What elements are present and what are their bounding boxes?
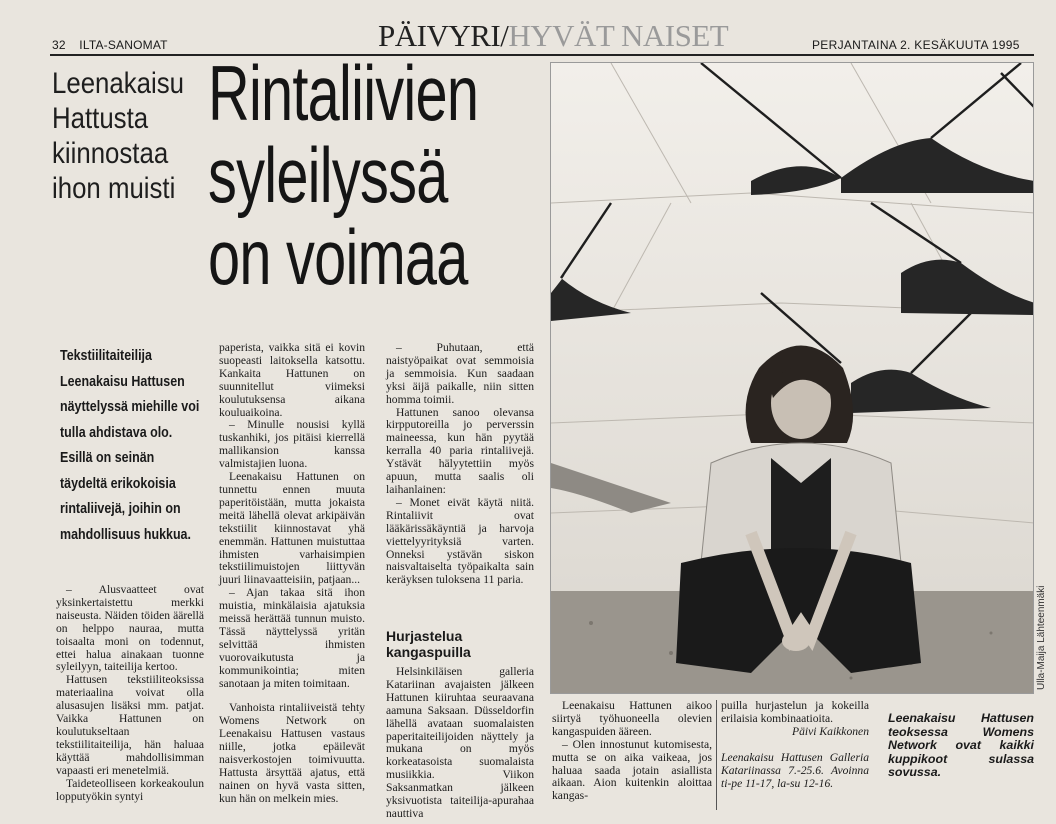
body-column-3 (386, 342, 534, 587)
caption-column-1 (552, 700, 712, 803)
lead-line: Esillä on seinän (60, 450, 155, 466)
body-paragraph: – Ajan takaa sitä ihon muistia, minkälaisia ajatuksia meissä herättää tunnun muisto. Tässä näyttelyssä yritän selvittää ihmisten vuorovaikutusta ja kommunikointia; miten sanotaan ja miten toimitaan. (219, 586, 365, 690)
section-main: PÄIVYRI (378, 18, 501, 53)
issue-date: PERJANTAINA 2. KESÄKUUTA 1995 (812, 38, 1020, 52)
lead-line: Tekstiilitaiteilija (60, 348, 152, 364)
body-paragraph: paperista, vaikka sitä ei kovin suopeasti laitoksella katsottu. Kankaita Hattunen on suunnitellut viimeksi koulutuksensa aikana kouluaikoina. (219, 341, 365, 419)
body-paragraph: Hattusen tekstiiliteoksissa materiaalina voivat olla alusasujen lisäksi mm. patjat. Vaikka Hattunen on koulutukseltaan tekstiilitaiteilija, hän haluaa käyttää mahdollisimman vapaasti eri menetelmiä. (56, 673, 204, 777)
body-paragraph: – Minulle nousisi kyllä tuskanhiki, jos pitäisi kierrellä mallikansion kanssa valmistajien luona. (219, 418, 365, 471)
lead-line: Leenakaisu Hattusen (60, 373, 185, 390)
page-header-left (52, 38, 178, 52)
body-column-3-continued (386, 666, 534, 821)
headline-line: Rintaliivien (208, 49, 479, 137)
page-number: 32 (52, 38, 66, 52)
subheading: Hurjastelua kangaspuilla (386, 628, 471, 660)
kicker-line: Leenakaisu (52, 67, 184, 100)
body-paragraph: Leenakaisu Hattunen on tunnettu ennen muuta paperitöistään, mutta jokaista meitä lähellä olevat arkipäivän tekstiilit kiinnostavat yhä enemmän. Hattunen muistuttaa ihmisten varhaisimpien tekstiilimuistojen liittyvän juuri liinavaatteisiin, patjaan... (219, 470, 365, 587)
photo-illustration (551, 63, 1034, 694)
body-column-1 (56, 584, 204, 803)
body-paragraph: puilla hurjastelun ja kokeilla erilaisia kombinaatioita. (721, 699, 869, 725)
section-sub: HYVÄT NAISET (508, 18, 729, 53)
body-paragraph: – Olen innostunut kutomisesta, mutta se on aika vaikeaa, jos haluaa saada jotain asiallista aikaan. Aion kuitenkin aloittaa kangas- (552, 737, 712, 803)
paper-name: ILTA-SANOMAT (79, 38, 168, 52)
headline (208, 49, 479, 301)
lead-line: täydeltä erikokoisia (60, 475, 176, 492)
lead-line: mahdollisuus hukkua. (60, 526, 191, 543)
lead-line: näyttelyssä miehille voi (60, 399, 200, 415)
kicker-line: ihon muisti (52, 172, 176, 205)
body-paragraph: – Alusvaatteet ovat yksinkertaistettu merkki naiseusta. Näiden töiden äärellä on helppo nauraa, mutta toisaalta moni on todennut, ettei halua ainakaan tuonne syleilyyn, taiteilija kertoo. (56, 583, 204, 674)
body-column-2 (219, 342, 365, 806)
kicker (52, 66, 190, 206)
body-paragraph: – Monet eivät käytä niitä. Rintaliivit ovat lääkärissäkäyntiä ja harvoja viettelyyrityksiä varten. Onneksi ystävän siskon naisvaltaiselta työpaikalta sain keräyksen tuloksena 11 paria. (386, 495, 534, 587)
kicker-line: kiinnostaa (52, 137, 169, 170)
caption-column-2 (721, 700, 869, 790)
section-separator: / (500, 18, 509, 53)
headline-line: on voimaa (208, 213, 468, 301)
lead-line: rintaliivejä, joihin on (60, 501, 181, 517)
body-paragraph: Taideteolliseen korkeakoulun lopputyökin syntyi (56, 776, 204, 803)
article-photo (550, 62, 1034, 694)
headline-line: syleilyssä (208, 131, 448, 219)
kicker-line: Hattusta (52, 102, 149, 135)
header-rule (50, 54, 1034, 56)
lead-line: tulla ahdistava olo. (60, 424, 173, 441)
author-signature: Päivi Kaikkonen (792, 724, 869, 738)
photo-credit: Ulla-Maija Lähteenmäki (1036, 585, 1047, 690)
exhibition-info: Leenakaisu Hattusen Galleria Katariinassa 7.-25.6. Avoinna ti-pe 11-17, la-su 12-16. (721, 750, 869, 790)
body-paragraph: Leenakaisu Hattunen aikoo siirtyä työhuoneella olevien kangaspuiden ääreen. (552, 699, 712, 738)
lead-paragraph (60, 344, 200, 548)
column-rule (716, 700, 717, 810)
body-paragraph: Helsinkiläisen galleria Katariinan avajaisten jälkeen Hattunen kiiruhtaa seuraavana aamuna Saksaan. Düsseldorfin lähellä avataan suomalaisten paperitaiteilijoiden näyttely ja mukana on myös korkeatasoista suomalaista musiikkia. Viikon Saksanmatkan jälkeen yksivuotista taiteilija-apurahaa nauttiva (386, 665, 534, 820)
body-paragraph: Vanhoista rintaliiveistä tehty Womens Network on Leenakaisu Hattusen vastaus niille, jotka epäilevät naisverkostojen toimivuutta. Hattusta ärsyttää ajatus, että nainen on hyvä vasta sitten, kun hän on melkein mies. (219, 701, 365, 805)
body-paragraph: Hattunen sanoo olevansa kirpputoreilla jo perverssin maineessa, kun hän pyytää kerralla 40 paria rintaliivejä. Ystävät hälyytettiin myös apuun, mutta saalis oli laihanlainen: (386, 405, 534, 496)
photo-caption: Leenakaisu Hattusen teoksessa Womens Network ovat kaikki kuppikoot sulassa sovussa. (888, 711, 1034, 780)
body-paragraph: – Puhutaan, että naistyöpaikat ovat semmoisia ja semmoisia. Kun saadaan yksi äijä paikalle, niin sitten homma toimii. (386, 341, 534, 406)
